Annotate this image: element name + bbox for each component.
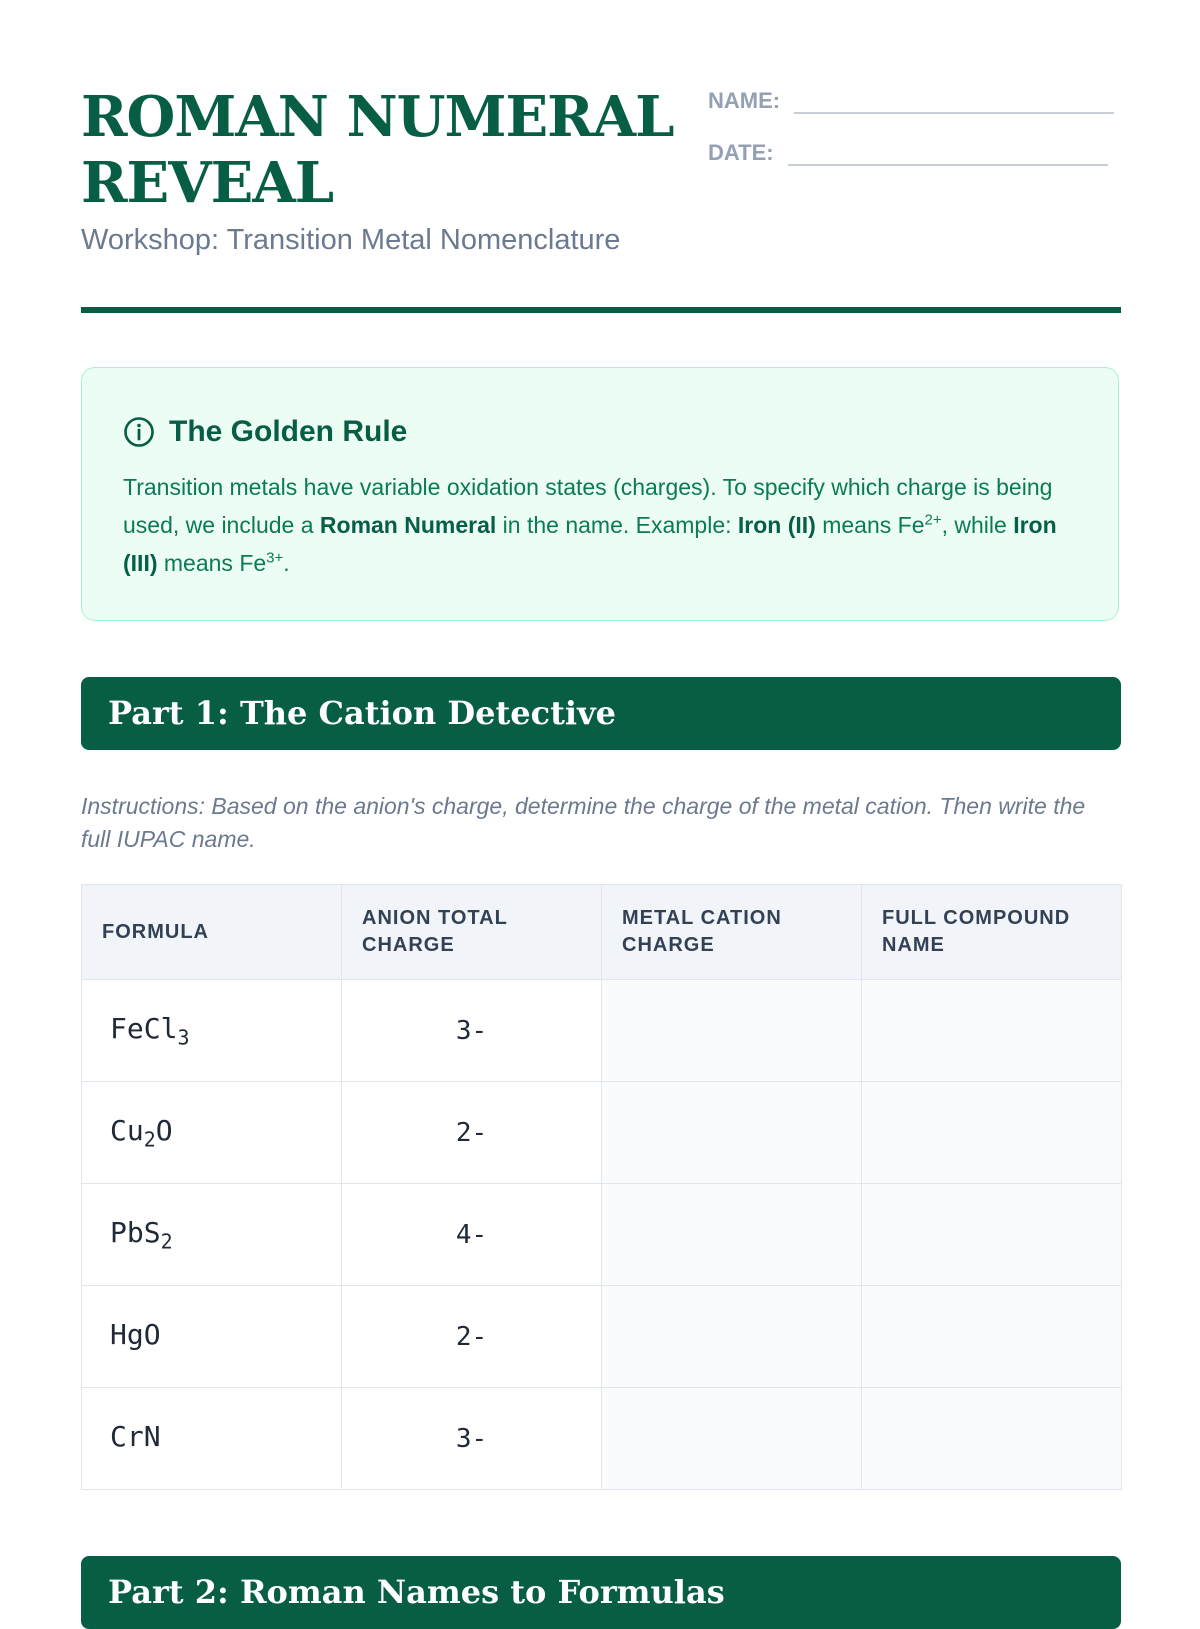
cation-charge-answer-cell[interactable] xyxy=(602,1184,862,1286)
info-circle-icon xyxy=(123,416,155,448)
column-header-anion-charge: ANION TOTAL CHARGE xyxy=(342,885,602,980)
formula-cell xyxy=(82,1388,342,1490)
formula-cell xyxy=(82,980,342,1082)
column-header-compound-name: FULL COMPOUND NAME xyxy=(862,885,1122,980)
part1-instructions: Instructions: Based on the anion's charge, determine the charge of the metal cation. Then write the full IUPAC name. xyxy=(81,793,1086,852)
formula-subscript: 2 xyxy=(143,1127,156,1152)
table-row xyxy=(82,1184,1122,1286)
golden-rule-callout xyxy=(81,367,1119,621)
compound-name-answer-cell[interactable] xyxy=(862,1388,1122,1490)
formula-text: CrN xyxy=(110,1419,161,1453)
date-blank-line[interactable] xyxy=(788,144,1108,166)
anion-charge-cell: 2- xyxy=(342,1082,602,1184)
part1-heading: Part 1: The Cation Detective xyxy=(81,677,1121,750)
cation-charge-answer-cell[interactable] xyxy=(602,1286,862,1388)
anion-charge-cell: 2- xyxy=(342,1286,602,1388)
golden-rule-heading xyxy=(123,415,407,449)
table-row xyxy=(82,980,1122,1082)
table-row xyxy=(82,1082,1122,1184)
compound-name-answer-cell[interactable] xyxy=(862,980,1122,1082)
golden-superscript: 3+ xyxy=(266,549,284,567)
formula-text: PbS xyxy=(110,1215,161,1249)
golden-text-part: means Fe xyxy=(157,550,267,576)
golden-superscript: 2+ xyxy=(924,511,942,529)
cation-charge-answer-cell[interactable] xyxy=(602,980,862,1082)
anion-charge-cell: 3- xyxy=(342,980,602,1082)
part2-heading: Part 2: Roman Names to Formulas xyxy=(81,1556,1121,1629)
name-blank-line[interactable] xyxy=(794,92,1114,114)
golden-rule-title: The Golden Rule xyxy=(169,415,408,448)
formula-text: O xyxy=(155,1113,173,1147)
golden-bold-iron-ii: Iron (II) xyxy=(737,512,816,538)
golden-bold-roman-numeral: Roman Numeral xyxy=(319,512,497,538)
golden-text-part: , while xyxy=(941,512,1014,538)
anion-charge-cell: 3- xyxy=(342,1388,602,1490)
page-title: ROMAN NUMERAL REVEAL xyxy=(81,84,674,216)
compound-name-answer-cell[interactable] xyxy=(862,1184,1122,1286)
golden-bold-iron-iii: Iron (III) xyxy=(123,512,1057,576)
golden-text-part: . xyxy=(283,550,290,576)
compound-name-answer-cell[interactable] xyxy=(862,1286,1122,1388)
compound-name-answer-cell[interactable] xyxy=(862,1082,1122,1184)
formula-text: Cu xyxy=(110,1113,144,1147)
cation-charge-answer-cell[interactable] xyxy=(602,1388,862,1490)
formula-text: HgO xyxy=(110,1317,161,1351)
golden-rule-text xyxy=(123,468,1083,582)
page-subtitle: Workshop: Transition Metal Nomenclature xyxy=(81,224,621,256)
date-label: DATE: xyxy=(708,140,774,165)
formula-cell xyxy=(82,1286,342,1388)
date-field xyxy=(708,140,1108,166)
table-header-row xyxy=(82,885,1122,980)
formula-subscript: 2 xyxy=(160,1229,173,1254)
table-row xyxy=(82,1388,1122,1490)
column-header-formula: FORMULA xyxy=(82,885,342,980)
worksheet-page xyxy=(81,0,1121,1611)
cation-table xyxy=(81,884,1122,1490)
anion-charge-cell: 4- xyxy=(342,1184,602,1286)
golden-text-part: means Fe xyxy=(815,512,925,538)
golden-text-part: in the name. Example: xyxy=(496,512,738,538)
golden-text-part: Transition metals have variable oxidation states (charges). To specify which charge is being used, we include a xyxy=(123,474,1053,538)
cation-charge-answer-cell[interactable] xyxy=(602,1082,862,1184)
name-label: NAME: xyxy=(708,88,781,113)
formula-subscript: 3 xyxy=(177,1025,190,1050)
formula-cell xyxy=(82,1184,342,1286)
column-header-cation-charge: METAL CATION CHARGE xyxy=(602,885,862,980)
formula-cell xyxy=(82,1082,342,1184)
formula-text: FeCl xyxy=(110,1011,178,1045)
header-divider xyxy=(81,307,1121,313)
name-field xyxy=(708,88,1114,114)
worksheet-header xyxy=(81,0,1121,310)
table-row xyxy=(82,1286,1122,1388)
